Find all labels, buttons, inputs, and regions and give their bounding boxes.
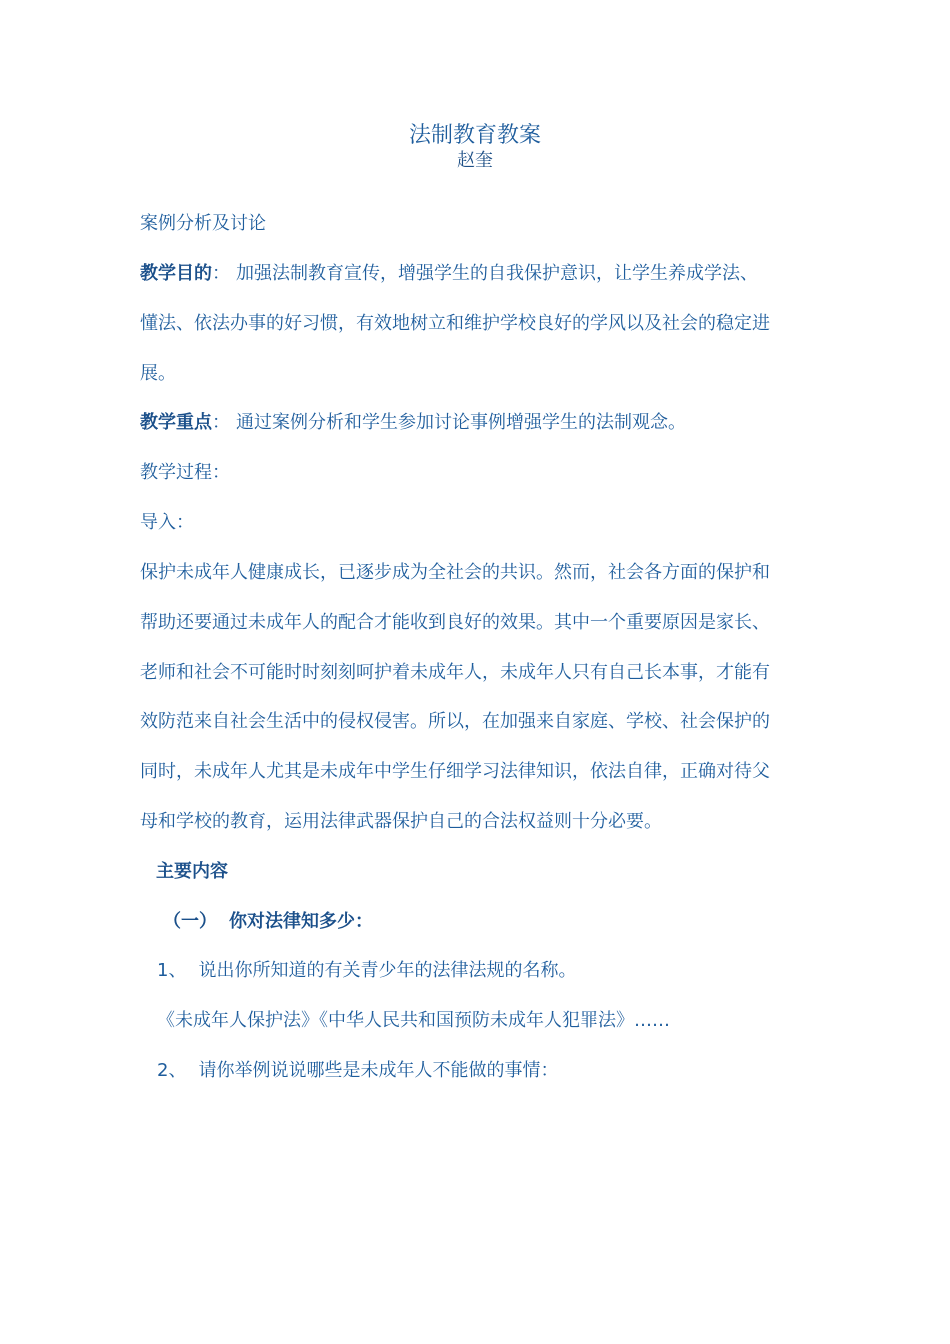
section-label: 案例分析及讨论 — [140, 213, 266, 234]
focus-paragraph — [140, 408, 820, 438]
focus-label: 教学重点 — [140, 412, 212, 433]
goal-colon: ： — [212, 263, 230, 284]
list-item-2-number: 2、 — [157, 1060, 187, 1081]
intro-line: 保护未成年人健康成长，已逐步成为全社会的共识。然而，社会各方面的保护和 — [140, 562, 770, 583]
process-label: 教学过程： — [140, 462, 230, 483]
list-item-1-text: 说出你所知道的有关青少年的法律法规的名称。 — [198, 960, 577, 981]
goal-label: 教学目的 — [140, 263, 212, 284]
goal-text-2: 懂法、依法办事的好习惯，有效地树立和维护学校良好的学风以及社会的稳定进 — [140, 313, 770, 334]
intro-label: 导入： — [140, 512, 194, 533]
intro-line: 同时，未成年人尤其是未成年中学生仔细学习法律知识，依法自律，正确对待父 — [140, 761, 770, 782]
list-item-2 — [157, 1056, 837, 1086]
intro-line: 母和学校的教育，运用法律武器保护自己的合法权益则十分必要。 — [140, 811, 662, 832]
sub-heading-number: （一） — [163, 911, 217, 932]
goal-text-1: 加强法制教育宣传，增强学生的自我保护意识，让学生养成学法、 — [236, 263, 758, 284]
focus-text: 通过案例分析和学生参加讨论事例增强学生的法制观念。 — [236, 412, 686, 433]
intro-line: 效防范来自社会生活中的侵权侵害。所以，在加强来自家庭、学校、社会保护的 — [140, 711, 770, 732]
intro-line: 老师和社会不可能时时刻刻呵护着未成年人，未成年人只有自己长本事，才能有 — [140, 662, 770, 683]
sub-heading-text: 你对法律知多少： — [229, 911, 373, 932]
sub-heading — [163, 907, 843, 937]
goal-paragraph-line-1 — [140, 259, 820, 289]
goal-text-3: 展。 — [140, 363, 176, 384]
focus-colon: ： — [212, 412, 230, 433]
document-author: 赵奎 — [457, 150, 493, 171]
list-item-1-number: 1、 — [157, 960, 187, 981]
document-title: 法制教育教案 — [408, 123, 541, 148]
main-heading: 主要内容 — [156, 861, 228, 882]
list-item-1-answer: 《未成年人保护法》《中华人民共和国预防未成年人犯罪法》…… — [157, 1010, 670, 1031]
list-item-2-text: 请你举例说说哪些是未成年人不能做的事情： — [198, 1060, 559, 1081]
list-item-1 — [157, 956, 837, 986]
intro-line: 帮助还要通过未成年人的配合才能收到良好的效果。其中一个重要原因是家长、 — [140, 612, 770, 633]
